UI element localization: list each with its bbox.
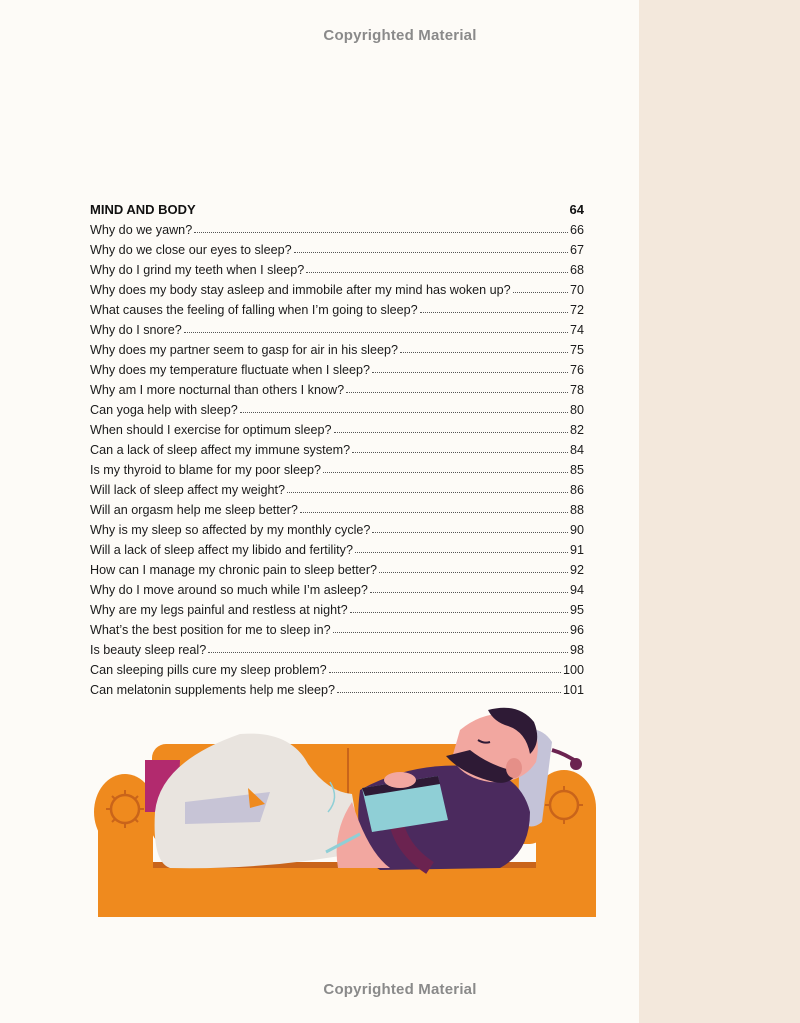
toc-entry-page-number: 82 (569, 423, 584, 437)
toc-entry-question: Why am I more nocturnal than others I know? (90, 383, 345, 397)
toc-leader-dots (513, 283, 568, 293)
toc-leader-dots (333, 623, 568, 633)
toc-entry-question: When should I exercise for optimum sleep? (90, 423, 332, 437)
toc-entry (90, 620, 584, 640)
toc-entry-page-number: 91 (569, 543, 584, 557)
toc-entry-list (90, 220, 584, 700)
toc-entry-question: What causes the feeling of falling when I’m going to sleep? (90, 303, 418, 317)
toc-entry-question: Why does my temperature fluctuate when I sleep? (90, 363, 371, 377)
toc-entry-page-number: 70 (569, 283, 584, 297)
toc-entry-question: Is my thyroid to blame for my poor sleep? (90, 463, 321, 477)
toc-entry (90, 500, 584, 520)
toc-leader-dots (300, 503, 568, 513)
toc-entry-question: Can melatonin supplements help me sleep? (90, 683, 336, 697)
toc-entry (90, 380, 584, 400)
toc-entry-question: Will an orgasm help me sleep better? (90, 503, 298, 517)
toc-entry-page-number: 78 (569, 383, 584, 397)
toc-entry-page-number: 100 (562, 663, 584, 677)
toc-entry-question: Why are my legs painful and restless at night? (90, 603, 348, 617)
toc-entry (90, 320, 584, 340)
section-page-number: 64 (569, 202, 584, 217)
toc-leader-dots (194, 223, 568, 233)
toc-entry-page-number: 80 (569, 403, 584, 417)
toc-entry (90, 520, 584, 540)
toc-entry-question: Will lack of sleep affect my weight? (90, 483, 286, 497)
toc-entry-question: Why do I move around so much while I’m asleep? (90, 583, 368, 597)
toc-leader-dots (208, 643, 568, 653)
toc-leader-dots (379, 563, 568, 573)
toc-entry-question: Will a lack of sleep affect my libido and fertility? (90, 543, 353, 557)
toc-entry (90, 400, 584, 420)
toc-entry-question: Why do I grind my teeth when I sleep? (90, 263, 305, 277)
toc-entry-question: How can I manage my chronic pain to sleep better? (90, 563, 378, 577)
toc-leader-dots (372, 523, 568, 533)
toc-leader-dots (370, 583, 568, 593)
copyright-watermark-bottom: Copyrighted Material (323, 981, 477, 998)
toc-entry (90, 280, 584, 300)
toc-entry-question: Can a lack of sleep affect my immune system? (90, 443, 351, 457)
toc-entry (90, 220, 584, 240)
toc-leader-dots (240, 403, 568, 413)
toc-leader-dots (355, 543, 568, 553)
toc-entry-page-number: 67 (569, 243, 584, 257)
toc-entry-page-number: 86 (569, 483, 584, 497)
toc-entry-question: What’s the best position for me to sleep in? (90, 623, 331, 637)
toc-leader-dots (287, 483, 568, 493)
toc-leader-dots (323, 463, 568, 473)
toc-entry-page-number: 98 (569, 643, 584, 657)
toc-entry (90, 420, 584, 440)
toc-entry-question: Why does my partner seem to gasp for air in his sleep? (90, 343, 398, 357)
toc-entry-question: Can sleeping pills cure my sleep problem? (90, 663, 327, 677)
copyright-watermark-top: Copyrighted Material (323, 27, 477, 44)
toc-entry-question: Why do I snore? (90, 323, 182, 337)
toc-entry-page-number: 75 (569, 343, 584, 357)
toc-entry-question: Why do we yawn? (90, 223, 193, 237)
toc-entry (90, 540, 584, 560)
toc-entry-page-number: 88 (569, 503, 584, 517)
toc-leader-dots (400, 343, 568, 353)
toc-entry-page-number: 92 (569, 563, 584, 577)
toc-entry (90, 360, 584, 380)
toc-entry-page-number: 94 (569, 583, 584, 597)
toc-entry (90, 300, 584, 320)
toc-leader-dots (420, 303, 568, 313)
toc-entry-question: Why is my sleep so affected by my monthly cycle? (90, 523, 371, 537)
toc-entry (90, 480, 584, 500)
toc-entry-question: Why do we close our eyes to sleep? (90, 243, 292, 257)
toc-entry-page-number: 76 (569, 363, 584, 377)
toc-leader-dots (372, 363, 568, 373)
toc-entry-page-number: 95 (569, 603, 584, 617)
toc-entry (90, 580, 584, 600)
toc-leader-dots (334, 423, 568, 433)
toc-leader-dots (337, 683, 561, 693)
toc-entry-question: Can yoga help with sleep? (90, 403, 238, 417)
toc-entry (90, 560, 584, 580)
toc-entry (90, 680, 584, 700)
toc-section-header (90, 200, 584, 220)
toc-entry (90, 660, 584, 680)
toc-entry (90, 460, 584, 480)
toc-leader-dots (294, 243, 568, 253)
table-of-contents (90, 200, 584, 700)
sleeping-man-on-sofa-illustration (90, 702, 602, 920)
toc-entry (90, 600, 584, 620)
toc-entry-page-number: 68 (569, 263, 584, 277)
toc-leader-dots (346, 383, 568, 393)
toc-entry (90, 440, 584, 460)
toc-entry-question: Is beauty sleep real? (90, 643, 207, 657)
toc-leader-dots (306, 263, 568, 273)
toc-leader-dots (184, 323, 568, 333)
sofa-base (115, 862, 575, 917)
toc-entry-page-number: 66 (569, 223, 584, 237)
section-title: MIND AND BODY (90, 202, 196, 217)
toc-entry (90, 260, 584, 280)
page-margin (639, 0, 800, 1023)
toc-leader-dots (352, 443, 568, 453)
toc-entry-page-number: 74 (569, 323, 584, 337)
toc-leader-dots (350, 603, 568, 613)
toc-entry-page-number: 90 (569, 523, 584, 537)
toc-entry-page-number: 84 (569, 443, 584, 457)
toc-entry-page-number: 72 (569, 303, 584, 317)
toc-entry-page-number: 85 (569, 463, 584, 477)
toc-entry (90, 240, 584, 260)
toc-entry-question: Why does my body stay asleep and immobile after my mind has woken up? (90, 283, 511, 297)
toc-entry-page-number: 101 (562, 683, 584, 697)
toc-leader-dots (329, 663, 561, 673)
toc-entry (90, 340, 584, 360)
toc-entry (90, 640, 584, 660)
toc-entry-page-number: 96 (569, 623, 584, 637)
